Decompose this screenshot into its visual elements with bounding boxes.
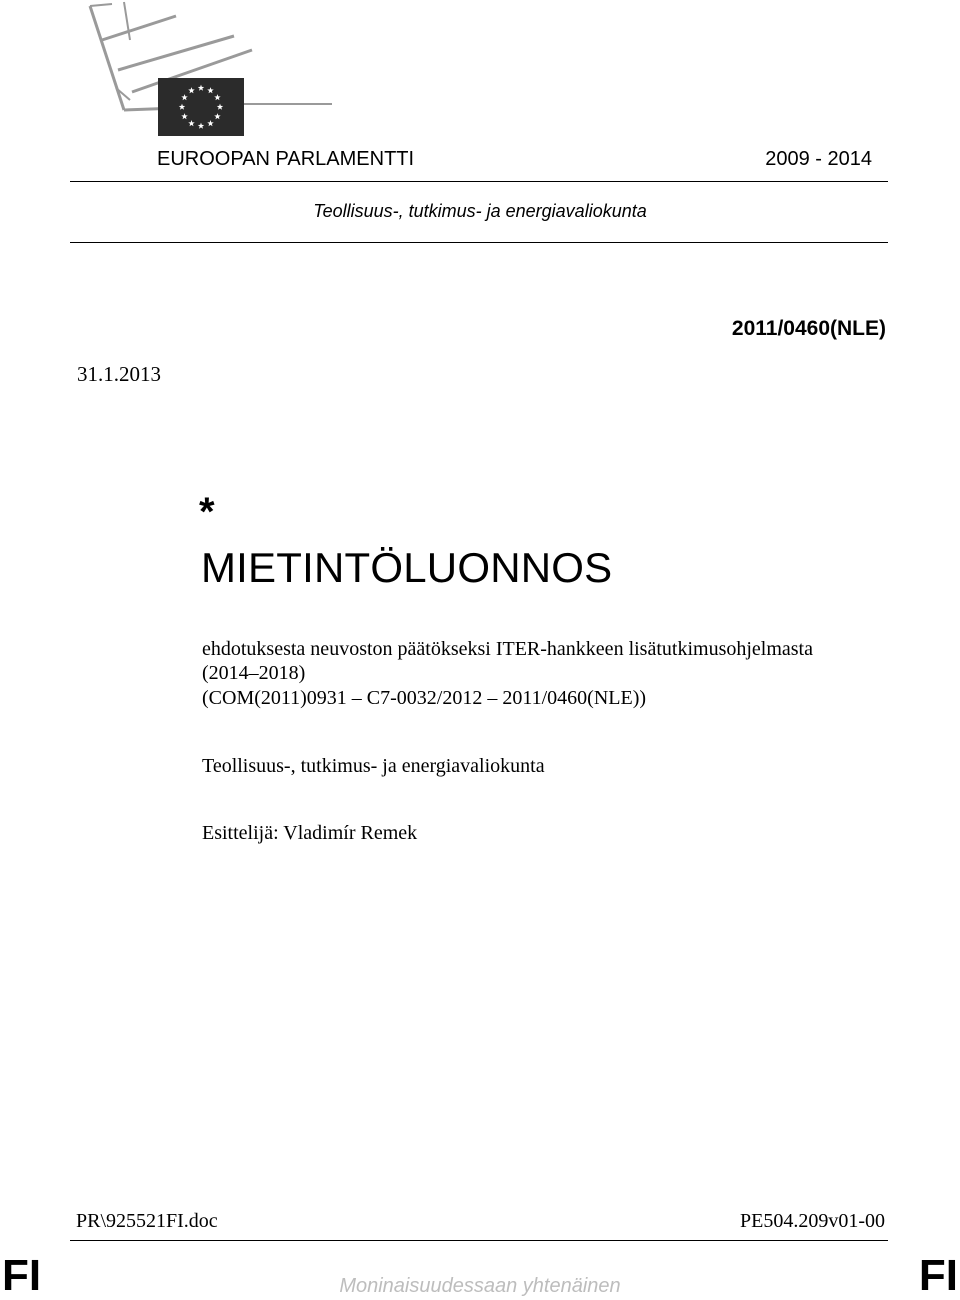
rapporteur: Esittelijä: Vladimír Remek [202,822,418,844]
committee-name: Teollisuus-, tutkimus- ja energiavaliokunta [202,755,545,777]
header-divider-bottom [70,242,888,243]
eu-motto: Moninaisuudessaan yhtenäinen [339,1275,621,1297]
procedure-asterisk: * [199,490,215,534]
document-type-title: MIETINTÖLUONNOS [201,544,613,591]
subject-line: ehdotuksesta neuvoston päätökseksi ITER-hankkeen lisätutkimusohjelmasta [202,638,813,660]
footer-divider [70,1240,888,1241]
header-divider-top [70,181,888,182]
language-code-right: FI [918,1251,958,1300]
european-parliament-logo [84,0,334,140]
document-date: 31.1.2013 [77,362,161,386]
parliamentary-term: 2009 - 2014 [765,148,872,170]
parliament-name: EUROOPAN PARLAMENTTI [157,148,415,170]
file-reference: PR\925521FI.doc [76,1210,218,1232]
subject-line: (COM(2011)0931 – C7-0032/2012 – 2011/0460(NLE)) [202,687,647,709]
eu-flag-icon [158,78,244,136]
pe-number: PE504.209v01-00 [740,1210,885,1232]
procedure-reference: 2011/0460(NLE) [731,317,886,340]
language-code-left: FI [2,1251,42,1300]
subject-line: (2014–2018) [202,662,306,684]
committee-header: Teollisuus-, tutkimus- ja energiavaliokunta [313,201,647,221]
